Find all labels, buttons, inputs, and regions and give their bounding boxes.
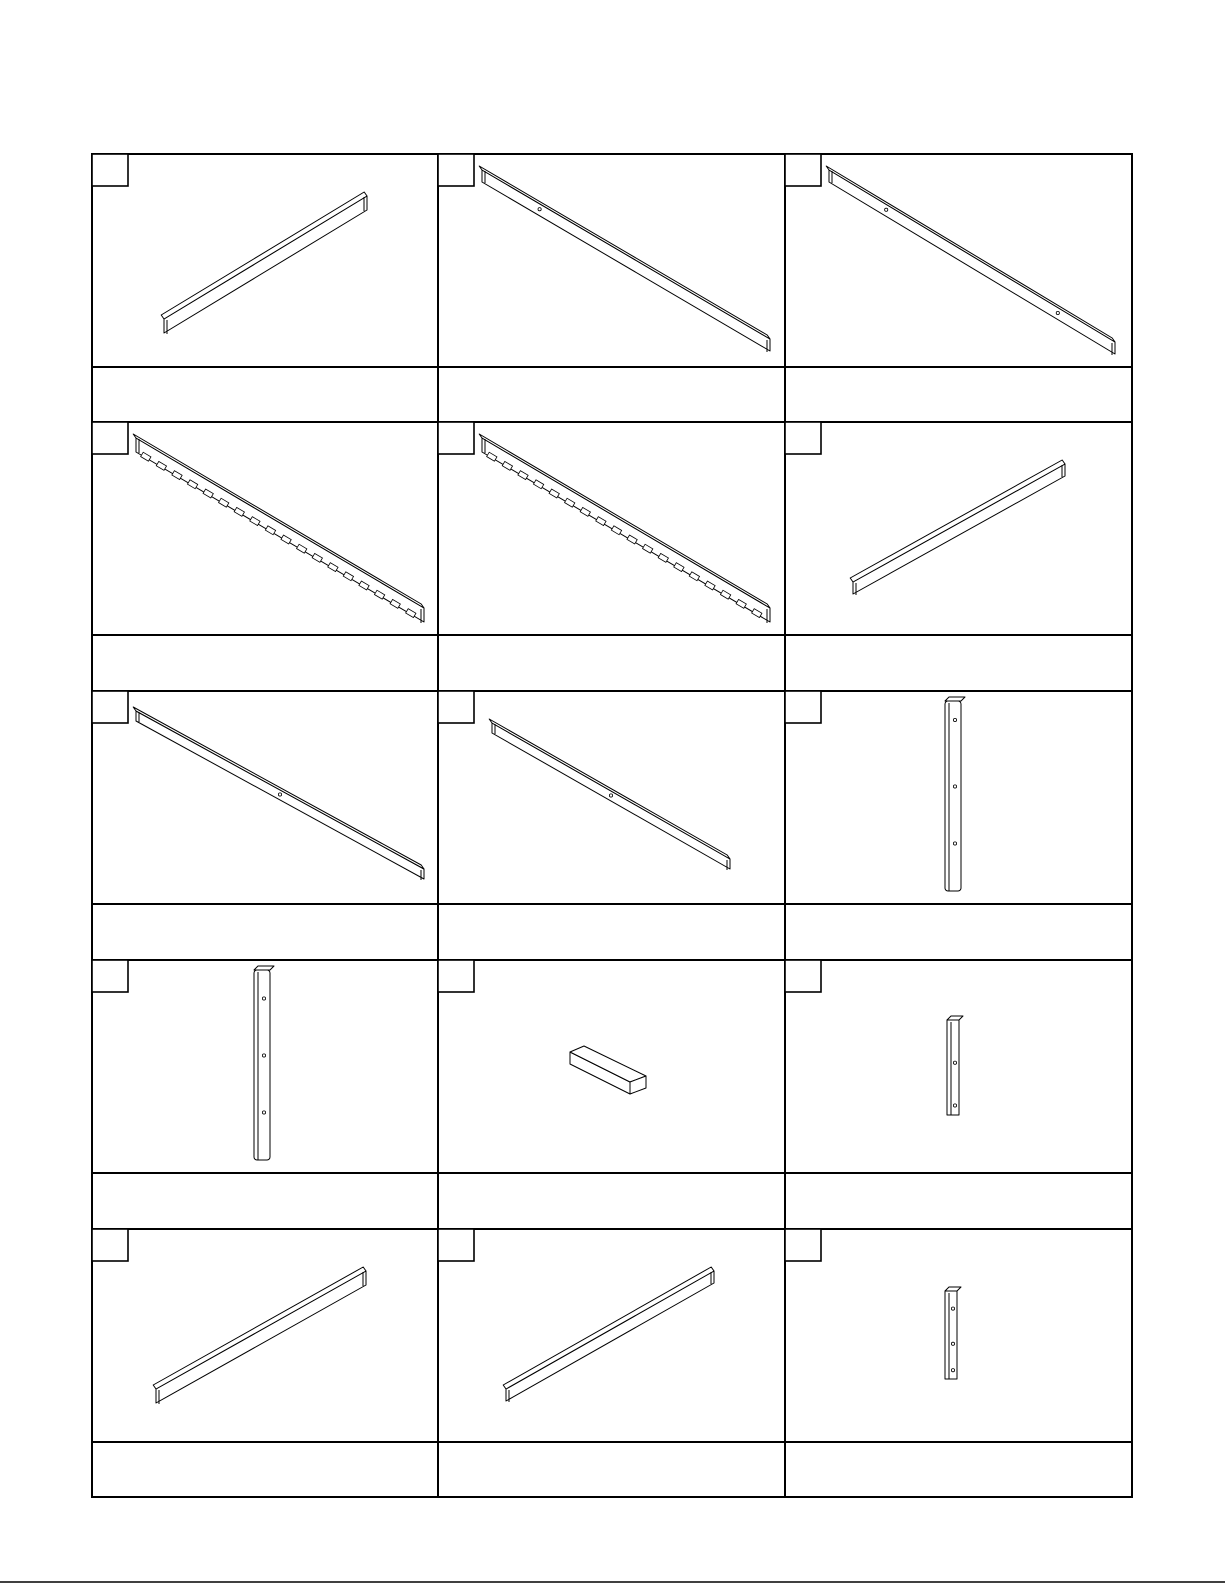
post-top bbox=[254, 966, 274, 970]
parts-cells bbox=[92, 154, 1115, 1404]
screw-hole bbox=[538, 208, 541, 211]
part-top bbox=[850, 460, 1065, 582]
part-cell bbox=[438, 422, 770, 623]
part-top bbox=[826, 166, 1115, 342]
part-cell bbox=[438, 691, 730, 870]
part-drawing bbox=[503, 1267, 714, 1402]
part-number-box bbox=[785, 691, 821, 723]
part-face bbox=[156, 1271, 366, 1403]
screw-hole bbox=[953, 718, 956, 721]
part-drawing bbox=[850, 460, 1065, 595]
part-drawing bbox=[133, 707, 424, 880]
part-top bbox=[133, 434, 424, 608]
part-face bbox=[506, 1271, 714, 1401]
part-top bbox=[161, 192, 367, 319]
post-top bbox=[945, 1287, 961, 1291]
part-cell bbox=[785, 154, 1115, 355]
part-drawing bbox=[945, 1287, 961, 1379]
part-drawing bbox=[153, 1267, 366, 1404]
part-top bbox=[479, 434, 770, 608]
part-drawing bbox=[947, 1016, 963, 1115]
part-drawing bbox=[570, 1046, 646, 1094]
parts-grid bbox=[92, 154, 1132, 1497]
screw-hole bbox=[885, 208, 888, 211]
part-cell bbox=[92, 422, 424, 623]
post-body bbox=[947, 1020, 959, 1115]
part-number-box bbox=[438, 691, 474, 723]
part-drawing bbox=[945, 697, 965, 891]
part-top bbox=[153, 1267, 366, 1389]
part-cell bbox=[785, 960, 963, 1115]
part-number-box bbox=[785, 1229, 821, 1261]
part-number-box bbox=[785, 154, 821, 186]
part-number-box bbox=[438, 422, 474, 454]
part-top bbox=[489, 719, 730, 859]
part-cell bbox=[785, 1229, 961, 1379]
part-cell bbox=[92, 154, 367, 334]
post-body bbox=[945, 701, 961, 891]
grid-border bbox=[92, 154, 1132, 1497]
screw-hole bbox=[262, 1054, 265, 1057]
part-drawing bbox=[133, 434, 424, 623]
post-top bbox=[947, 1016, 963, 1020]
part-number-box bbox=[92, 422, 128, 454]
part-drawing bbox=[489, 719, 730, 870]
part-number-box bbox=[785, 422, 821, 454]
part-number-box bbox=[92, 154, 128, 186]
screw-hole bbox=[951, 1369, 954, 1372]
part-cell bbox=[785, 691, 965, 891]
part-face bbox=[853, 464, 1065, 594]
part-cell bbox=[438, 154, 770, 352]
part-cell bbox=[438, 1229, 714, 1402]
part-number-box bbox=[438, 960, 474, 992]
part-cell bbox=[785, 422, 1065, 595]
part-number-box bbox=[92, 691, 128, 723]
part-cell bbox=[92, 1229, 366, 1404]
part-face bbox=[482, 170, 770, 351]
part-cell bbox=[92, 691, 424, 880]
screw-hole bbox=[953, 1104, 956, 1107]
part-cell bbox=[92, 960, 274, 1160]
part-drawing bbox=[161, 192, 367, 334]
screw-hole bbox=[262, 1111, 265, 1114]
part-number-box bbox=[438, 154, 474, 186]
part-face bbox=[829, 170, 1115, 354]
screw-hole bbox=[609, 794, 612, 797]
part-drawing bbox=[826, 166, 1115, 355]
part-number-box bbox=[92, 1229, 128, 1261]
part-number-box bbox=[92, 960, 128, 992]
part-top bbox=[503, 1267, 714, 1389]
screw-hole bbox=[953, 1061, 956, 1064]
screw-hole bbox=[953, 785, 956, 788]
part-top bbox=[479, 166, 770, 339]
part-drawing bbox=[479, 434, 770, 623]
part-face bbox=[164, 196, 367, 333]
screw-hole bbox=[951, 1307, 954, 1310]
part-top bbox=[133, 707, 424, 869]
screw-hole bbox=[278, 793, 281, 796]
screw-hole bbox=[262, 997, 265, 1000]
part-number-box bbox=[438, 1229, 474, 1261]
post-top bbox=[945, 697, 965, 701]
screw-hole bbox=[953, 842, 956, 845]
post-body bbox=[945, 1291, 957, 1379]
screw-hole bbox=[1056, 311, 1059, 314]
part-drawing bbox=[254, 966, 274, 1160]
part-cell bbox=[438, 960, 646, 1094]
screw-hole bbox=[951, 1342, 954, 1345]
part-number-box bbox=[785, 960, 821, 992]
part-drawing bbox=[479, 166, 770, 352]
